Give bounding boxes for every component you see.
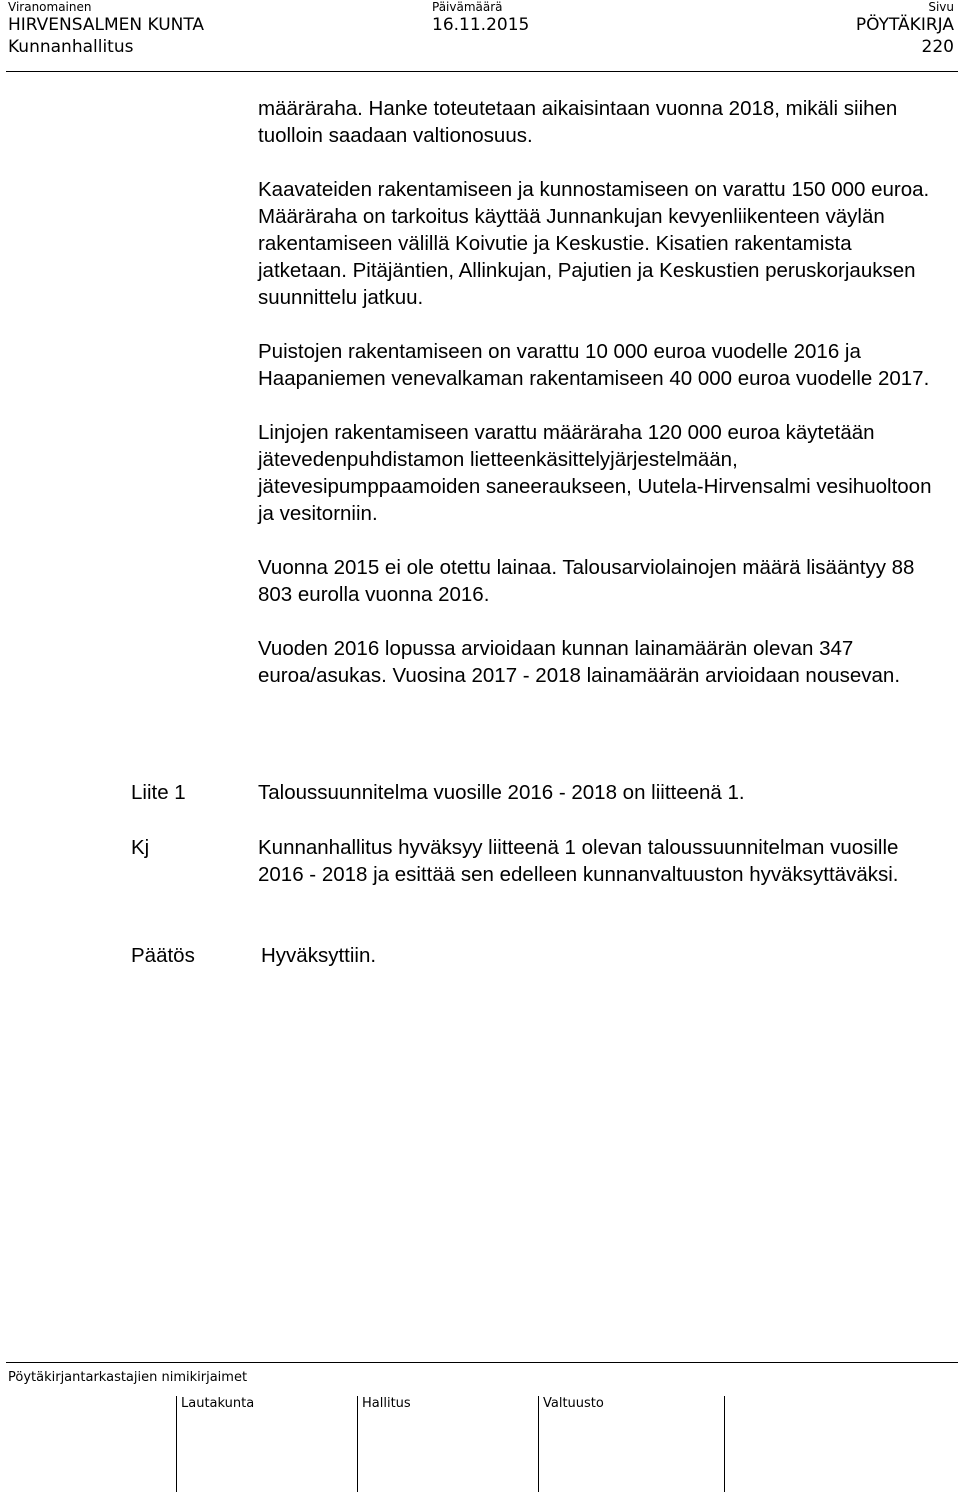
footer-lautakunta: Lautakunta: [181, 1396, 255, 1411]
footer-valtuusto: Valtuusto: [543, 1396, 604, 1411]
page-footer: [6, 1362, 958, 1492]
document-type: PÖYTÄKIRJA: [855, 15, 954, 35]
footer-divider-vertical: [357, 1396, 358, 1492]
date-column: [432, 0, 529, 36]
footer-divider-vertical: [176, 1396, 177, 1492]
page-label: Sivu: [928, 0, 954, 14]
attachment-label: Liite 1: [131, 781, 186, 804]
paragraph: määräraha. Hanke toteutetaan aikaisintaan vuonna 2018, mikäli siihen tuolloin saadaan valtionosuus.: [258, 97, 898, 147]
document-body: [258, 95, 938, 716]
footer-divider-vertical: [724, 1396, 725, 1492]
body-name: Kunnanhallitus: [8, 37, 134, 57]
page-number: 220: [921, 37, 954, 57]
proposal-label: Kj: [131, 836, 150, 859]
attachment-text: Taloussuunnitelma vuosille 2016 - 2018 on liitteenä 1.: [258, 781, 745, 804]
decision-label: Päätös: [131, 944, 195, 967]
meeting-date: 16.11.2015: [432, 15, 530, 35]
footer-hallitus: Hallitus: [362, 1396, 411, 1411]
page-header: [8, 0, 954, 72]
page-column: [856, 0, 954, 58]
paragraph: Puistojen rakentamiseen on varattu 10 000 euroa vuodelle 2016 ja Haapaniemen venevalkaman rakentamiseen 40 000 euroa vuodelle 2017.: [258, 340, 930, 390]
paragraph: Vuoden 2016 lopussa arvioidaan kunnan lainamäärän olevan 347 euroa/asukas. Vuosina 2017 - 2018 lainamäärän arvioidaan nousevan.: [258, 637, 901, 687]
decision-text: Hyväksyttiin.: [261, 944, 377, 967]
date-label: Päivämäärä: [432, 0, 503, 14]
municipality-name: HIRVENSALMEN KUNTA: [8, 15, 205, 35]
footer-divider-vertical: [538, 1396, 539, 1492]
footer-title: Pöytäkirjantarkastajien nimikirjaimet: [8, 1370, 248, 1385]
authority-label: Viranomainen: [8, 0, 92, 14]
paragraph: Vuonna 2015 ei ole otettu lainaa. Talousarviolainojen määrä lisääntyy 88 803 eurolla vuonna 2016.: [258, 556, 915, 606]
paragraph: Kaavateiden rakentamiseen ja kunnostamiseen on varattu 150 000 euroa. Määräraha on tarkoitus käyttää Junnankujan kevyenliikenteen väylän rakentamiseen välillä Koivutie ja Keskustie. Kisatien rakentamista jatketaan. Pitäjäntien, Allinkujan, Pajutien ja Keskustien peruskorjauksen suunnittelu jatkuu.: [258, 178, 930, 309]
header-divider: [6, 71, 958, 72]
proposal-text: Kunnanhallitus hyväksyy liitteenä 1 olevan taloussuunnitelman vuosille 2016 - 2018 ja esittää sen edelleen kunnanvaltuuston hyväksyttäväksi.: [258, 836, 899, 886]
footer-divider: [6, 1362, 958, 1363]
authority-column: [8, 0, 204, 58]
paragraph: Linjojen rakentamiseen varattu määräraha 120 000 euroa käytetään jätevedenpuhdistamon lietteenkäsittelyjärjestelmään, jätevesipumppaamoiden saneeraukseen, Uutela-Hirvensalmi vesihuoltoon ja vesitorniin.: [258, 421, 932, 525]
